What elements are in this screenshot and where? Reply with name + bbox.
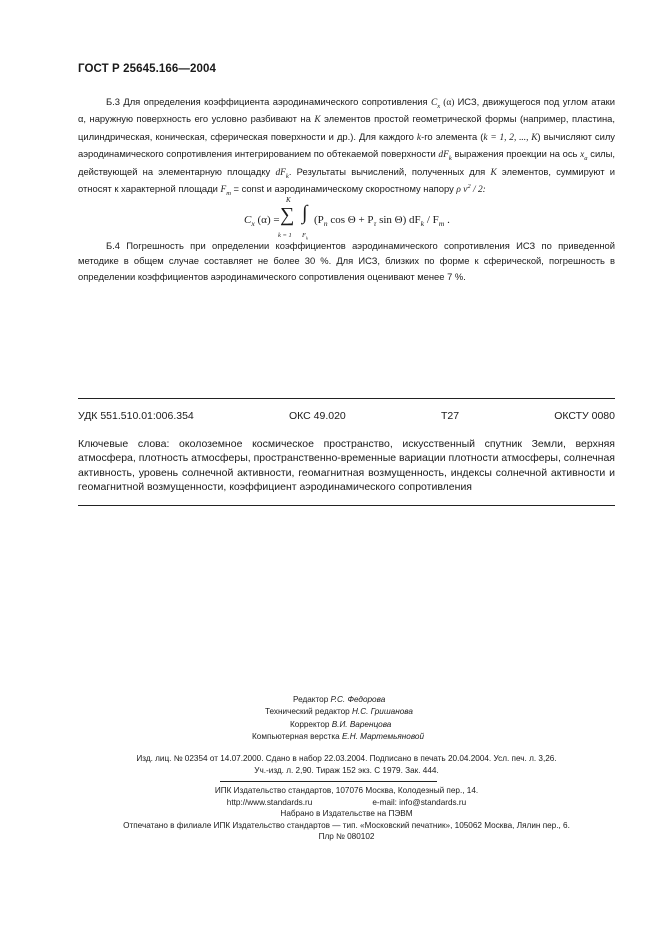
print-info (78, 753, 615, 776)
credit-layout: Компьютерная верстка Е.Н. Мартемьяновой (252, 732, 425, 742)
udk-code: УДК 551.510.01:006.354 (78, 410, 194, 422)
formula-integrand: ($P_n$ $\cos \Theta + P_\tau$ sin Θ) $dF_k / F_m$ . (314, 214, 450, 229)
integral-sign: ∫ (302, 202, 308, 224)
credit-corrector: Корректор В.И. Варенцова (290, 719, 392, 729)
imprint-line1: ИПК Издательство стандартов, 107076 Москва, Колодезный пер., 14. (214, 786, 479, 795)
section-b3 (78, 94, 615, 198)
imprint-email[interactable]: e-mail: info@standards.ru (372, 797, 467, 807)
imprint-line5: Плр № 080102 (318, 832, 375, 842)
credits-block (200, 694, 461, 744)
section-b4-paragraph: Б.4 Погрешность при определении коэффициентов аэродинамического сопротивления ИСЗ по приведенной методике в общем случае составляет не более 30 %. Для ИСЗ, близких по форме к сферической, погрешность в определении коэффициентов аэродинамического сопротивления оценивают менее 7 %. (78, 240, 615, 282)
imprint-block (78, 785, 615, 843)
top-divider (78, 398, 615, 399)
section-b4 (78, 238, 615, 284)
okstu-code: ОКСТУ 0080 (554, 410, 615, 422)
classification-row (78, 410, 615, 422)
imprint-line3: Набрано в Издательстве на ПЭВМ (280, 809, 413, 819)
imprint-website[interactable]: http://www.standards.ru (226, 797, 313, 807)
t-code: Т27 (440, 410, 460, 422)
keywords-block (78, 437, 615, 495)
document-header: ГОСТ Р 25645.166—2004 (78, 63, 216, 75)
keywords-text: Ключевые слова: околоземное космическое пространство, искусственный спутник Земли, верхняя атмосфера, плотность атмосферы, пространственно-временные вариации плотности атмосферы, солнечная активность, уровень солнечной активности, геомагнитная возмущенность, индексы солнечной активности и геомагнитной возмущенности, коэффициент аэродинамического сопротивления (78, 438, 615, 494)
print-info-line1: Изд. лиц. № 02354 от 14.07.2000. Сдано в набор 22.03.2004. Подписано в печать 20.04.2004. Усл. печ. л. 3,26. (136, 754, 557, 763)
imprint-line4: Отпечатано в филиале ИПК Издательство стандартов — тип. «Московский печатник», 105062 Москва, Лялин пер., 6. (123, 820, 570, 830)
credit-editor: Редактор Р.С. Федорова (293, 695, 386, 704)
imprint-divider (220, 781, 437, 782)
section-b3-paragraph: Б.3 Для определения коэффициента аэродинамического сопротивления $C_x$ (α) ИСЗ, движущегося под углом атаки α, наружную поверхность его условно разбивают на K элементов простой геометрической формы (например, пластина, цилиндрическая, коническая, сферическая поверхности и др.). Для каждого k-го элемента (k = 1, 2, ..., K) вычисляют силу аэродинамического сопротивления интегрированием по обтекаемой поверхности $dF_k$ выражения проекции на ось $x_a$ силы, действующей на элементарную площадку $dF_k$. Результаты вычислений, полученных для K элементов, суммируют и относят к характерной площади $F_m$ = const и аэродинамическому скоростному напору ρ $v^2 / 2$: (78, 96, 616, 197)
imprint-contacts (78, 797, 615, 809)
credit-tech-editor: Технический редактор Н.С. Гришанова (265, 707, 413, 717)
sum-lower-limit: k = 1 (278, 232, 292, 239)
sum-upper-limit: K (286, 196, 291, 204)
print-info-line2: Уч.-изд. л. 2,90. Тираж 152 экз. С 1979. Зак. 444. (254, 765, 439, 775)
summation-sign: ∑ (280, 204, 295, 226)
formula-lhs: $C_x$ (α) = (244, 214, 280, 229)
oks-code: ОКС 49.020 (288, 410, 346, 422)
bottom-divider (78, 505, 615, 506)
integral-domain: $F_k$ (302, 232, 309, 241)
